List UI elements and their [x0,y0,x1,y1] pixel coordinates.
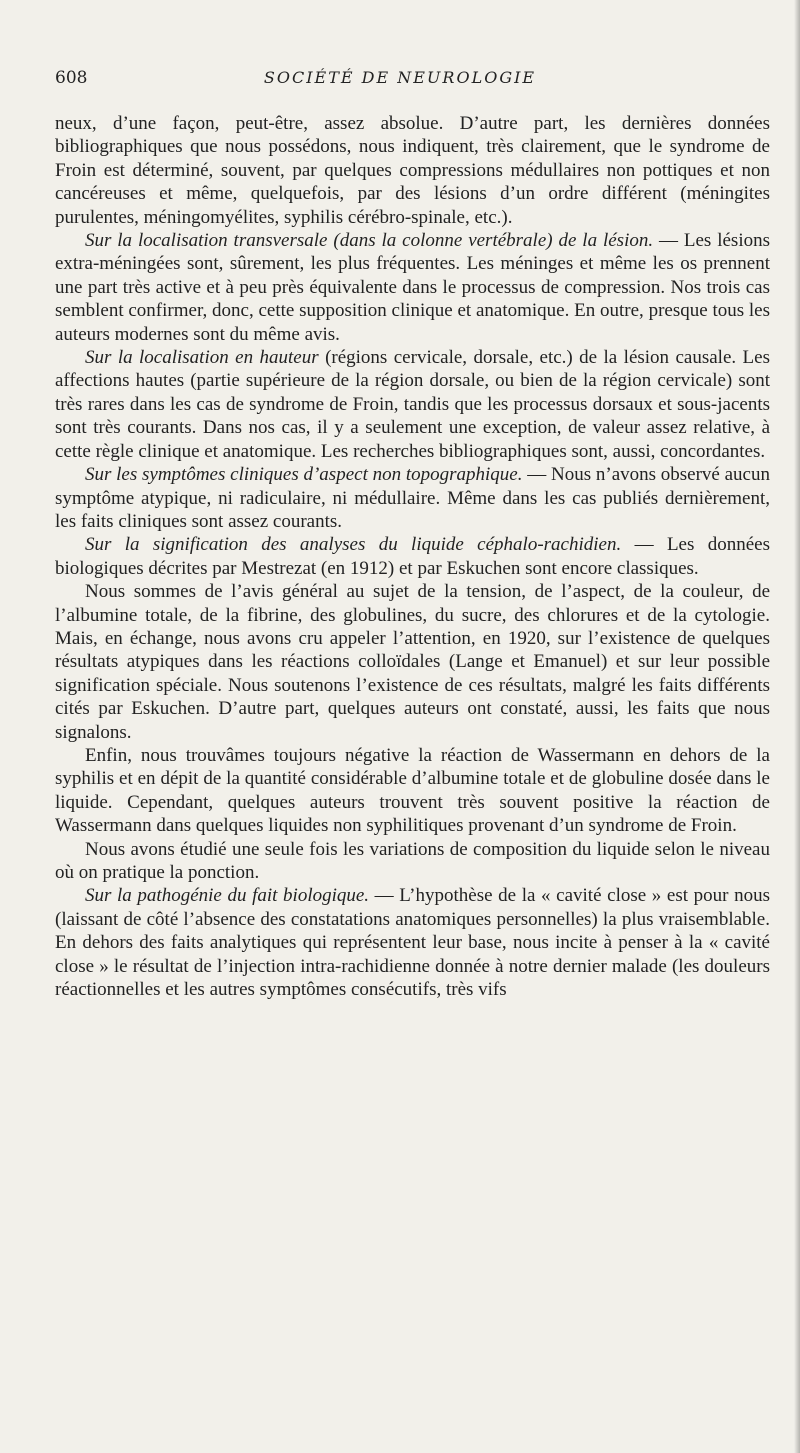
paragraph-text: — L’hypothèse de la « cavité close » est pour nous (laissant de côté l’absence des constatations anatomiques personnelles) la plus vraisemblable. En dehors des faits analytiques qui représentent leur base, nous incite à penser à la « cavité close » le résultat de l’injection intra-rachidienne donnée à notre dernier malade (les douleurs réactionnelles et les autres symptômes consécutifs, très vifs [55,885,770,1001]
running-title: SOCIÉTÉ DE NEUROLOGIE [263,68,537,87]
paragraph-text: Nous avons étudié une seule fois les variations de composition du liquide selon le niveau où on pratique la ponction. [55,838,770,883]
paragraph-text: Enfin, nous trouvâmes toujours négative la réaction de Wassermann en dehors de la syphilis et en dépit de la quantité considérable d’albumine totale et de globuline dosée dans le liquide. Cependant, quelques auteurs trouvent très souvent positive la réaction de Wassermann dans quelques liquides non syphilitiques provenant d’un syndrome de Froin. [55,744,770,837]
paragraph [55,112,770,229]
paragraph-text: neux, d’une façon, peut-être, assez absolue. D’autre part, les dernières données bibliographiques que nous possédons, nous indiquent, très clairement, que le syndrome de Froin est déterminé, souvent, par quelques compressions médullaires non pottiques et non cancéreuses et même, quelquefois, par des lésions d’un ordre différent (méningites purulentes, méningomyélites, syphilis cérébro-spinale, etc.). [55,113,770,228]
paragraph [55,346,770,463]
paragraph-heading: Sur la localisation transversale (dans la colonne vertébrale) de la lésion. [85,230,654,252]
paragraph-heading: Sur la localisation en hauteur [85,347,319,369]
page-header [55,68,745,98]
paragraph [55,463,770,533]
paragraph-text: — Les lésions extra-méningées sont, sûrement, les plus fréquentes. Les méninges et même les os prennent une part très active et à peu près équivalente dans le processus de compression. Nos trois cas semblent confirmer, donc, cette supposition clinique et anatomique. En outre, presque tous les auteurs modernes sont du même avis. [55,230,770,345]
paragraph [55,580,770,744]
paragraph-text: Nous sommes de l’avis général au sujet de la tension, de l’aspect, de la couleur, de l’albumine totale, de la fibrine, des globulines, du sucre, des chlorures et de la cytologie. Mais, en échange, nous avons cru appeler l’attention, en 1920, sur l’existence de quelques résultats atypiques dans les réactions colloïdales (Lange et Emanuel) et sur leur possible signification spéciale. Nous soutenons l’existence de ces résultats, malgré les faits différents cités par Eskuchen. D’autre part, quelques auteurs ont constaté, aussi, les faits que nous signalons. [55,581,770,743]
page-number: 608 [55,68,88,88]
paragraph [55,838,770,885]
paragraph [55,229,770,346]
text-body [55,112,770,1001]
paragraph [55,533,770,580]
paragraph [55,744,770,838]
page-edge-shadow [794,0,800,1453]
paragraph-heading: Sur la pathogénie du fait biologique. [85,885,370,907]
paragraph-text: (régions cervicale, dorsale, etc.) de la lésion causale. Les affections hautes (partie supérieure de la région dorsale, ou bien de la région cervicale) sont très rares dans les cas de syndrome de Froin, tandis que les processus dorsaux et sous-jacents sont très courants. Dans nos cas, il y a seulement une exception, de valeur assez relative, à cette règle clinique et anatomique. Les recherches bibliographiques sont, aussi, concordantes. [55,347,770,462]
paragraph-heading: Sur les symptômes cliniques d’aspect non topographique. [85,464,523,486]
paragraph-heading: Sur la signification des analyses du liquide céphalo-rachidien. [85,534,622,556]
paragraph [55,884,770,1001]
paragraph-text: — Les données biologiques décrites par Mestrezat (en 1912) et par Eskuchen sont encore classiques. [55,534,770,579]
paragraph-text: — Nous n’avons observé aucun symptôme atypique, ni radiculaire, ni médullaire. Même dans les cas publiés dernièrement, les faits cliniques sont assez courants. [55,464,770,532]
